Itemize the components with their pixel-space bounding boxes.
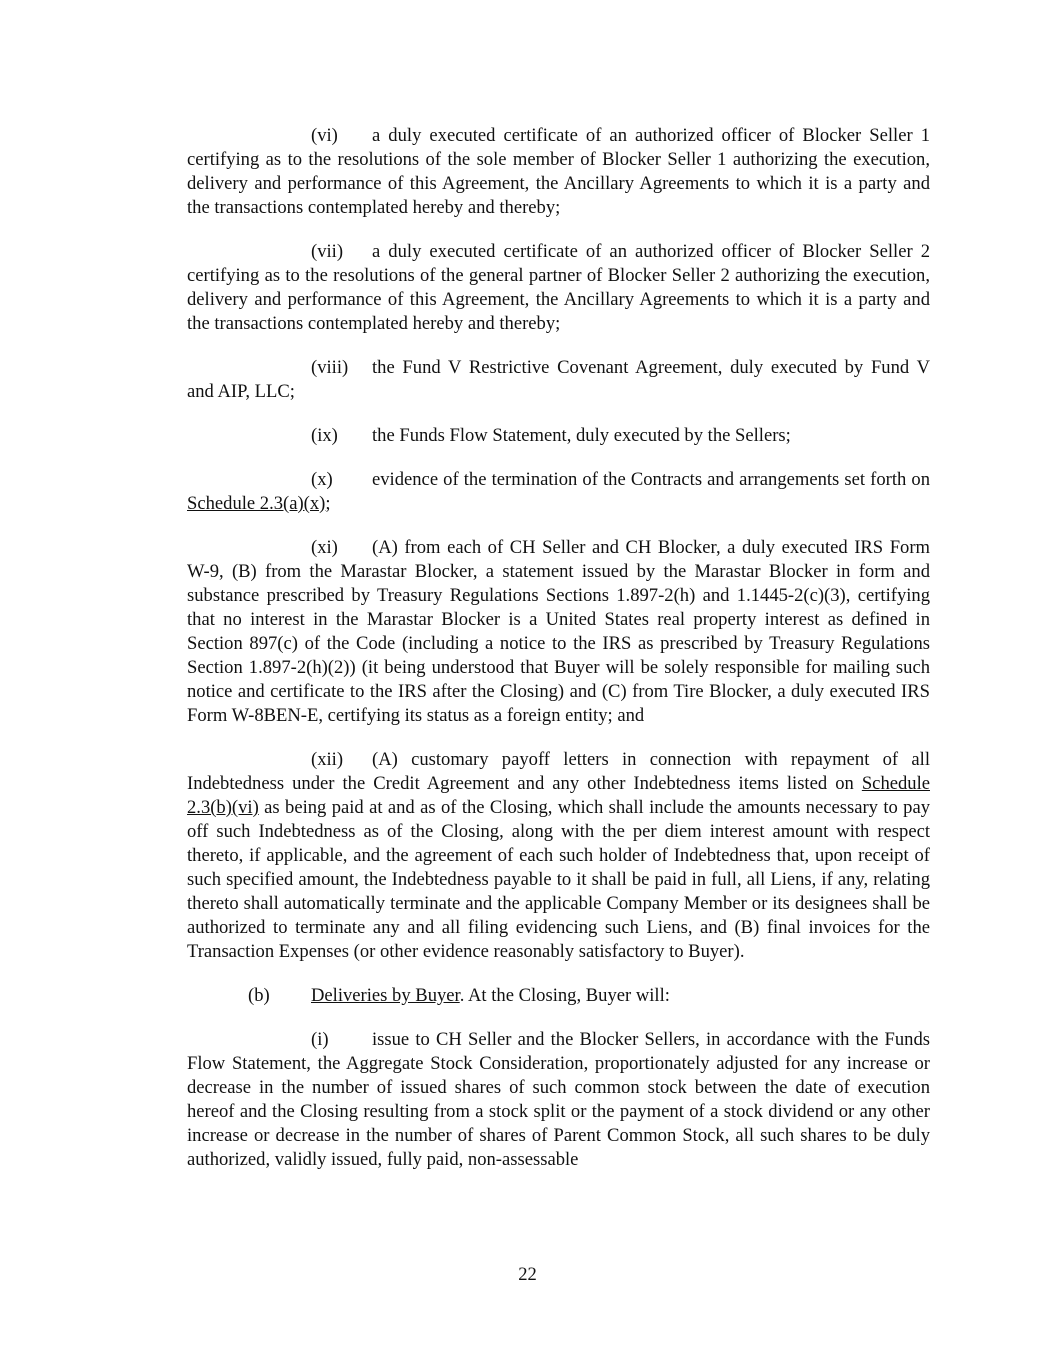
schedule-reference: Schedule 2.3(a)(x) [187,493,326,514]
clause-vii [187,240,930,336]
clause-number: (vii) [311,241,344,262]
clause-text: a duly executed certificate of an authorized officer of Blocker Seller 1 certifying as to the resolutions of the sole member of Blocker Seller 1 authorizing the execution, delivery and performance of this Agreement, the Ancillary Agreements to which it is a party and the transactions contemplated hereby and thereby; [187,125,930,218]
document-page [187,124,930,1192]
section-b [187,984,930,1008]
clause-xi [187,536,930,728]
clause-number: (viii) [311,357,349,378]
section-text: . At the Closing, Buyer will: [459,985,670,1006]
section-number: (b) [248,985,270,1006]
clause-xii [187,748,930,964]
clause-x [187,468,930,516]
clause-text: the Fund V Restrictive Covenant Agreement, duly executed by Fund V and AIP, LLC; [187,357,930,402]
clause-vi [187,124,930,220]
clause-text: evidence of the termination of the Contracts and arrangements set forth on [372,469,930,490]
clause-number: (xi) [311,537,338,558]
clause-ix [187,424,930,448]
clause-text: a duly executed certificate of an authorized officer of Blocker Seller 2 certifying as to the resolutions of the general partner of Blocker Seller 2 authorizing the execution, delivery and performance of this Agreement, the Ancillary Agreements to which it is a party and the transactions contemplated hereby and thereby; [187,241,930,334]
clause-number: (xii) [311,749,344,770]
clause-number: (i) [311,1029,329,1050]
clause-text-end: as being paid at and as of the Closing, which shall include the amounts necessary to pay off such Indebtedness as of the Closing, along with the per diem interest amount with respect thereto, if applicable, and the agreement of each such holder of Indebtedness that, upon receipt of such specified amount, the Indebtedness payable to it shall be paid in full, all Liens, if any, relating thereto shall automatically terminate and the applicable Company Member or its designees shall be authorized to terminate any and all filing evidencing such Liens, and (B) final invoices for the Transaction Expenses (or other evidence reasonably satisfactory to Buyer). [187,797,930,962]
clause-number: (vi) [311,125,338,146]
section-heading: Deliveries by Buyer [311,985,460,1006]
clause-number: (x) [311,469,333,490]
clause-b-i [187,1028,930,1172]
clause-number: (ix) [311,425,338,446]
clause-text-end: ; [325,493,331,514]
clause-viii [187,356,930,404]
clause-text: issue to CH Seller and the Blocker Sellers, in accordance with the Funds Flow Statement, the Aggregate Stock Consideration, proportionately adjusted for any increase or decrease in the number of issued shares of such common stock between the date of execution hereof and the Closing resulting from a stock split or the payment of a stock dividend or any other increase or decrease in the number of shares of Parent Common Stock, all such shares to be duly authorized, validly issued, fully paid, non-assessable [187,1029,930,1170]
clause-text: (A) from each of CH Seller and CH Blocker, a duly executed IRS Form W-9, (B) from the Marastar Blocker, a statement issued by the Marastar Blocker in form and substance prescribed by Treasury Regulations Sections 1.897-2(h) and 1.1445-2(c)(3), certifying that no interest in the Marastar Blocker is a United States real property interest as defined in Section 897(c) of the Code (including a notice to the IRS as prescribed by Treasury Regulations Section 1.897-2(h)(2)) (it being understood that Buyer will be solely responsible for mailing such notice and certificate to the IRS after the Closing) and (C) from Tire Blocker, a duly executed IRS Form W-8BEN-E, certifying its status as a foreign entity; and [187,537,930,726]
schedule-reference: Schedule 2.3(b)(vi) [187,773,930,818]
page-number: 22 [518,1264,537,1285]
clause-text: (A) customary payoff letters in connection with repayment of all Indebtedness under the Credit Agreement and any other Indebtedness items listed on [187,749,930,794]
clause-text: the Funds Flow Statement, duly executed by the Sellers; [372,425,791,446]
